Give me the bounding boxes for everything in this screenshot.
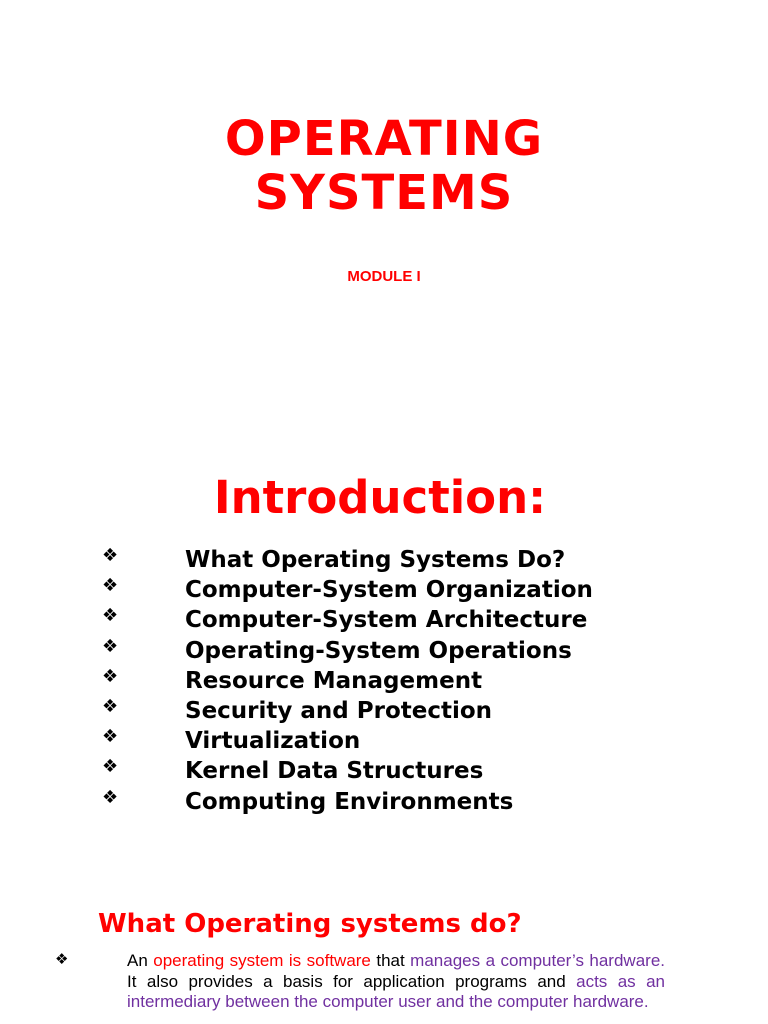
list-item-label: Computer-System Organization [185, 577, 593, 604]
paragraph-highlight-purple: manages a computer’s hardware. [410, 951, 665, 970]
intro-heading: Introduction: [213, 471, 547, 524]
title-line-2: SYSTEMS [254, 165, 514, 221]
diamond-bullet-icon: ❖ [55, 950, 69, 968]
diamond-bullet-icon: ❖ [102, 575, 119, 597]
diamond-bullet-icon: ❖ [102, 756, 119, 778]
document-title [0, 112, 768, 220]
diamond-bullet-icon: ❖ [102, 665, 119, 687]
diamond-bullet-icon: ❖ [102, 545, 119, 566]
diamond-bullet-icon: ❖ [102, 605, 119, 627]
paragraph-highlight-red: operating system is software [153, 951, 371, 970]
paragraph-highlight-purple: acts as an intermediary between the computer user and the computer hardware. [127, 971, 665, 1011]
diamond-bullet-icon: ❖ [102, 726, 119, 748]
list-item-label: Virtualization [185, 728, 361, 755]
paragraph-text: that [370, 951, 411, 970]
section-paragraph [127, 951, 665, 1013]
diamond-bullet-icon: ❖ [102, 695, 119, 717]
list-item-label: Kernel Data Structures [185, 758, 484, 785]
list-item-label: Resource Management [185, 667, 483, 694]
list-item-label: Computing Environments [185, 788, 514, 815]
title-line-1: OPERATING [224, 111, 544, 167]
paragraph-text: It also provides a basis for application programs and [127, 971, 577, 991]
diamond-bullet-icon: ❖ [102, 786, 119, 808]
list-item-label: Computer-System Architecture [185, 607, 588, 634]
section-heading: What Operating systems do? [98, 909, 522, 939]
paragraph-text: An [127, 951, 154, 970]
list-item-label: Security and Protection [185, 697, 493, 724]
module-label: MODULE I [347, 268, 421, 285]
list-item-label: What Operating Systems Do? [185, 547, 566, 573]
list-item-label: Operating-System Operations [185, 637, 572, 664]
diamond-bullet-icon: ❖ [102, 635, 119, 657]
